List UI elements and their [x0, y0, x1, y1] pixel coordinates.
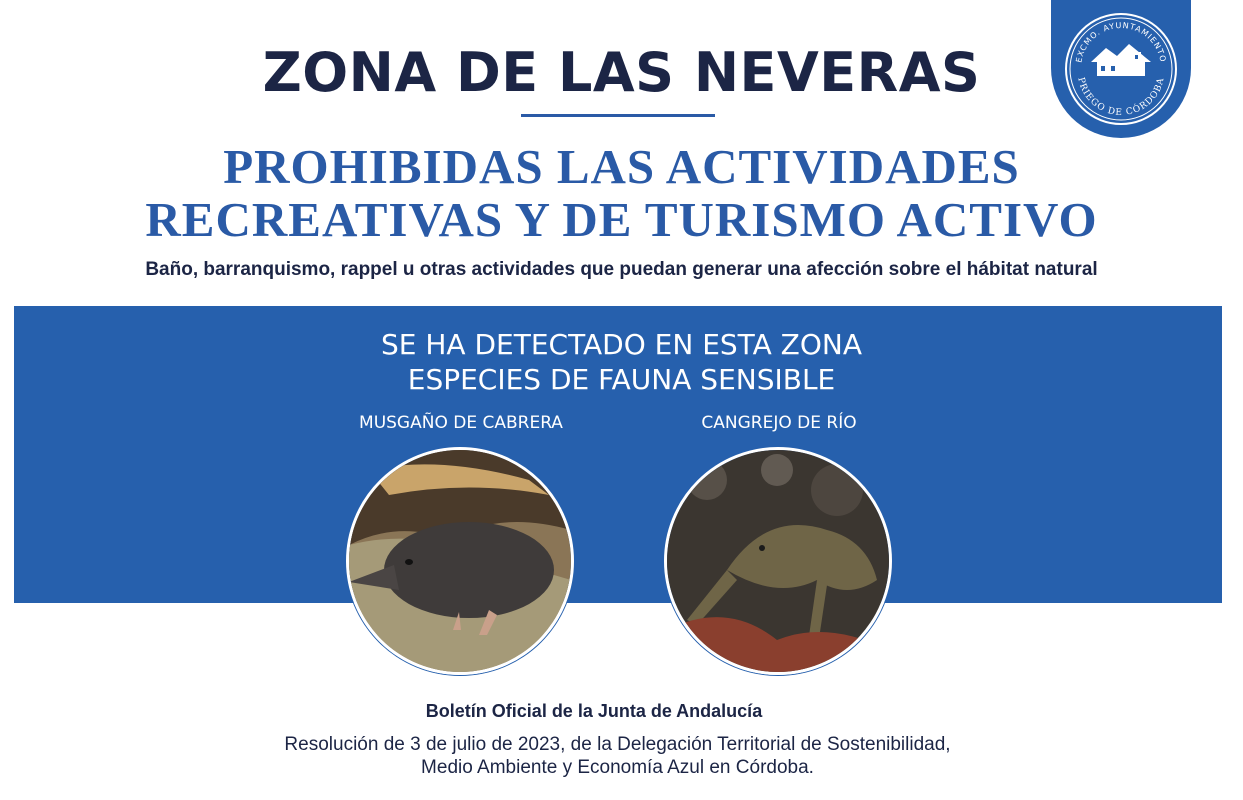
seal-emblem-icon	[1051, 0, 1191, 138]
species-label-crayfish: CANGREJO DE RÍO	[701, 413, 857, 433]
seal-bottom-text: PRIEGO DE CÓRDOBA	[1075, 76, 1167, 119]
svg-text:PRIEGO DE CÓRDOBA	[1075, 76, 1166, 118]
headline-line-1: PROHIBIDAS LAS ACTIVIDADES	[223, 139, 1020, 194]
source-heading: Boletín Oficial de la Junta de Andalucía	[425, 701, 763, 721]
resolution-line-2: Medio Ambiente y Economía Azul en Córdoba.	[421, 757, 814, 778]
subtitle: Baño, barranquismo, rappel u otras actividades que puedan generar una afección sobre el hábitat natural	[145, 259, 1098, 280]
crayfish-photo	[664, 447, 892, 675]
title-divider	[521, 114, 715, 117]
page-title: ZONA DE LAS NEVERAS	[262, 41, 981, 104]
seal-top-text: EXCMO. AYUNTAMIENTO	[1074, 20, 1168, 64]
alert-line-1: SE HA DETECTADO EN ESTA ZONA	[381, 328, 862, 361]
resolution-line-1: Resolución de 3 de julio de 2023, de la Delegación Territorial de Sostenibilidad,	[284, 734, 951, 755]
shrew-photo	[346, 447, 574, 675]
municipal-seal	[1051, 0, 1191, 138]
species-label-shrew: MUSGAÑO DE CABRERA	[359, 413, 563, 433]
alert-line-2: ESPECIES DE FAUNA SENSIBLE	[407, 363, 836, 396]
headline-line-2: RECREATIVAS Y DE TURISMO ACTIVO	[145, 192, 1098, 247]
